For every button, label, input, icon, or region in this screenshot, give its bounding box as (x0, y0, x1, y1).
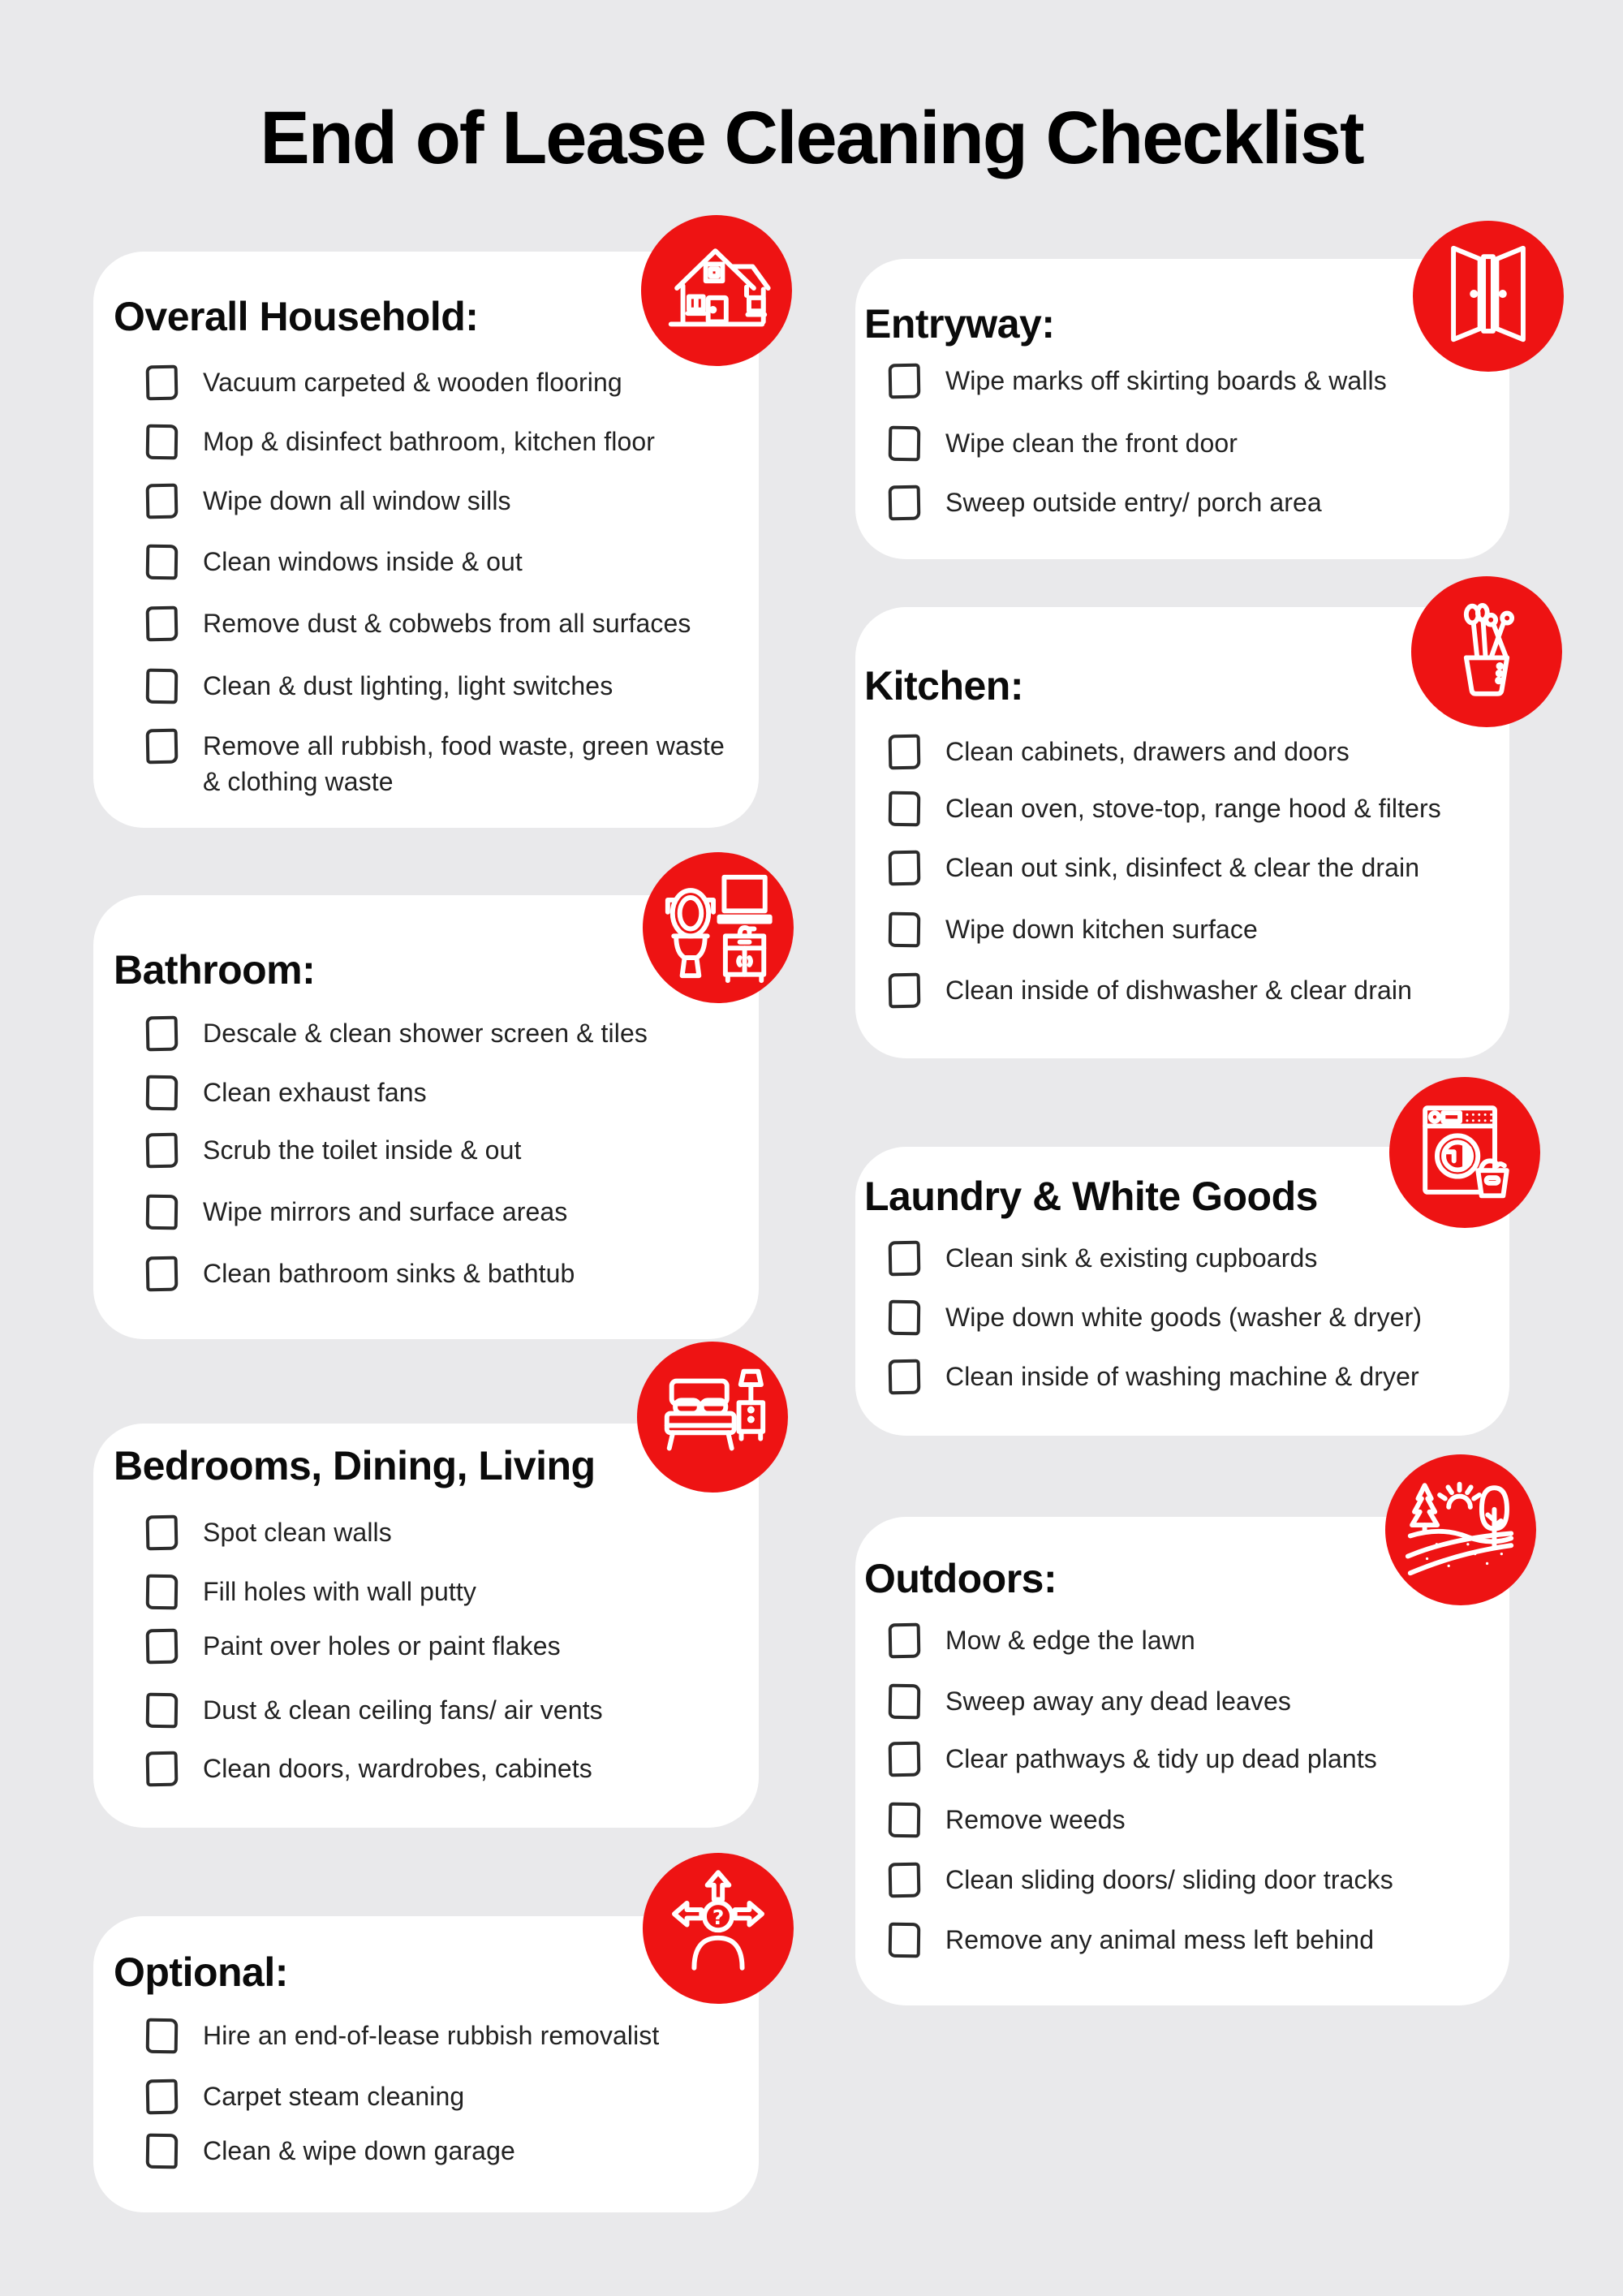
checklist-item-label: Paint over holes or paint flakes (203, 1631, 561, 1661)
checklist-row (889, 1742, 1523, 1777)
checklist-item-label: Clean windows inside & out (203, 547, 523, 576)
checklist-row (146, 2079, 743, 2114)
checklist-item-label: Wipe clean the front door (945, 429, 1238, 458)
checklist-item-label: Mop & disinfect bathroom, kitchen floor (203, 427, 656, 456)
item-checkbox[interactable] (889, 1742, 921, 1777)
item-checkbox[interactable] (889, 485, 921, 521)
item-checkbox[interactable] (889, 1803, 921, 1838)
section-heading-kitchen: Kitchen: (864, 663, 1023, 709)
checklist-item-label: Remove dust & cobwebs from all surfaces (203, 609, 691, 638)
section-icon-circle (637, 1342, 788, 1493)
section-icon-circle (1411, 576, 1562, 727)
checklist-row (889, 1923, 1523, 1958)
item-checkbox[interactable] (889, 1923, 921, 1958)
open-doors-icon (1428, 236, 1548, 356)
checklist-row (889, 851, 1523, 885)
item-checkbox[interactable] (146, 2018, 179, 2054)
item-checkbox[interactable] (889, 1241, 921, 1277)
checklist-row (146, 545, 743, 579)
checklist-item-label: Wipe down all window sills (203, 486, 511, 515)
checklist-row (889, 1684, 1523, 1719)
item-checkbox[interactable] (146, 1751, 179, 1787)
item-checkbox[interactable] (889, 364, 921, 399)
checklist-row (146, 2134, 743, 2169)
checklist-row (146, 1693, 743, 1728)
item-checkbox[interactable] (146, 1133, 179, 1169)
item-checkbox[interactable] (146, 606, 179, 642)
section-heading-overall-household: Overall Household: (114, 294, 479, 339)
checklist-item-label: Wipe marks off skirting boards & walls (945, 366, 1387, 395)
item-checkbox[interactable] (889, 973, 921, 1009)
item-checkbox[interactable] (146, 545, 179, 580)
checklist-item-label: Clean & dust lighting, light switches (203, 671, 613, 700)
checklist-row (889, 912, 1523, 947)
checklist-item-label: Mow & edge the lawn (945, 1626, 1195, 1655)
item-checkbox[interactable] (146, 1256, 179, 1292)
checklist-item-label: Clean inside of washing machine & dryer (945, 1362, 1419, 1391)
checklist-row (146, 365, 743, 400)
item-checkbox[interactable] (146, 484, 179, 519)
checklist-row (889, 364, 1523, 398)
item-checkbox[interactable] (146, 2079, 179, 2115)
checklist-row (146, 1016, 743, 1051)
section-icon-circle (1389, 1077, 1540, 1228)
house-icon (657, 230, 777, 351)
page-title: End of Lease Cleaning Checklist (260, 97, 1363, 179)
checklist-item-label: Sweep outside entry/ porch area (945, 488, 1322, 517)
item-checkbox[interactable] (889, 851, 921, 886)
item-checkbox[interactable] (889, 734, 921, 770)
checklist-row (889, 426, 1523, 461)
checklist-row (146, 606, 743, 641)
person-question-icon (658, 1868, 778, 1988)
checklist-item-label: Descale & clean shower screen & tiles (203, 1019, 648, 1048)
landscape-icon (1401, 1470, 1521, 1590)
item-checkbox[interactable] (146, 1515, 179, 1551)
item-checkbox[interactable] (889, 1300, 921, 1336)
checklist-item-label: Spot clean walls (203, 1518, 392, 1547)
section-icon-circle (1385, 1454, 1536, 1605)
section-heading-outdoors: Outdoors: (864, 1556, 1057, 1601)
checklist-item-label: Clean exhaust fans (203, 1078, 427, 1107)
washing-machine-icon (1405, 1092, 1525, 1213)
checklist-row (889, 485, 1523, 520)
checklist-item-label: Scrub the toilet inside & out (203, 1135, 522, 1165)
item-checkbox[interactable] (146, 1574, 179, 1610)
checklist-item-label: Clean cabinets, drawers and doors (945, 737, 1350, 766)
checklist-row (889, 973, 1523, 1008)
checklist-item-label: Hire an end-of-lease rubbish removalist (203, 2021, 660, 2050)
checklist-row (146, 1195, 743, 1230)
checklist-item-label: Clean bathroom sinks & bathtub (203, 1259, 575, 1288)
checklist-row (146, 1256, 743, 1291)
item-checkbox[interactable] (146, 669, 179, 704)
item-checkbox[interactable] (889, 791, 921, 827)
checklist-row (146, 729, 743, 799)
checklist-item-label: Clean doors, wardrobes, cabinets (203, 1754, 592, 1783)
checklist-row (146, 1075, 743, 1110)
section-heading-entryway: Entryway: (864, 301, 1055, 347)
checklist-row (889, 791, 1523, 826)
checklist-item-label: Wipe down white goods (washer & dryer) (945, 1303, 1423, 1332)
checklist-item-label: Clean oven, stove-top, range hood & filters (945, 794, 1441, 823)
checklist-item-label: Clean inside of dishwasher & clear drain (945, 976, 1412, 1005)
checklist-item-label: Clear pathways & tidy up dead plants (945, 1744, 1377, 1773)
item-checkbox[interactable] (146, 1195, 179, 1230)
section-heading-optional: Optional: (114, 1949, 288, 1995)
item-checkbox[interactable] (889, 1684, 921, 1720)
checklist-row (889, 734, 1523, 769)
checklist-row (889, 1359, 1523, 1394)
section-icon-circle (1413, 221, 1564, 372)
checklist-row (889, 1623, 1523, 1658)
item-checkbox[interactable] (889, 1863, 921, 1898)
checklist-item-label: Vacuum carpeted & wooden flooring (203, 368, 622, 397)
item-checkbox[interactable] (146, 1629, 179, 1665)
checklist-item-label: Remove all rubbish, food waste, green waste & clothing waste (203, 731, 725, 796)
section-heading-bathroom: Bathroom: (114, 947, 316, 993)
item-checkbox[interactable] (146, 729, 179, 765)
svg-text:?: ? (712, 1905, 725, 1929)
section-icon-circle (641, 215, 792, 366)
checklist-row (146, 1751, 743, 1786)
checklist-item-label: Carpet steam cleaning (203, 2082, 465, 2111)
checklist-item-label: Clean sink & existing cupboards (945, 1243, 1318, 1273)
bed-icon (652, 1357, 773, 1477)
checklist-item-label: Clean & wipe down garage (203, 2136, 515, 2165)
item-checkbox[interactable] (889, 1623, 921, 1659)
checklist-row (146, 2018, 743, 2053)
checklist-row (889, 1803, 1523, 1837)
toilet-vanity-icon (658, 868, 778, 988)
section-icon-circle (643, 852, 794, 1003)
checklist-item-label: Wipe down kitchen surface (945, 915, 1258, 944)
section-icon-circle (643, 1853, 794, 2004)
checklist-item-label: Dust & clean ceiling fans/ air vents (203, 1695, 603, 1725)
checklist-row (146, 1629, 743, 1664)
checklist-row (889, 1241, 1523, 1276)
checklist-row (889, 1863, 1523, 1898)
checklist-item-label: Fill holes with wall putty (203, 1577, 476, 1606)
kitchen-utensils-icon (1427, 592, 1547, 712)
checklist-row (889, 1300, 1523, 1335)
checklist-row (146, 1515, 743, 1550)
item-checkbox[interactable] (146, 365, 179, 401)
item-checkbox[interactable] (146, 424, 179, 460)
checklist-row (146, 1574, 743, 1609)
checklist-row (146, 1133, 743, 1168)
checklist-item-label: Remove weeds (945, 1805, 1126, 1834)
item-checkbox[interactable] (146, 2134, 179, 2169)
checklist-item-label: Sweep away any dead leaves (945, 1686, 1291, 1716)
item-checkbox[interactable] (146, 1693, 179, 1729)
checklist-row (146, 424, 743, 459)
item-checkbox[interactable] (889, 1359, 921, 1395)
item-checkbox[interactable] (146, 1016, 179, 1052)
checklist-row (146, 484, 743, 519)
section-heading-laundry: Laundry & White Goods (864, 1174, 1318, 1219)
item-checkbox[interactable] (889, 912, 921, 948)
checklist-item-label: Remove any animal mess left behind (945, 1925, 1375, 1954)
checklist-item-label: Clean sliding doors/ sliding door tracks (945, 1865, 1393, 1894)
checklist-item-label: Clean out sink, disinfect & clear the drain (945, 853, 1420, 882)
section-heading-bedrooms: Bedrooms, Dining, Living (114, 1443, 596, 1488)
checklist-row (146, 669, 743, 704)
item-checkbox[interactable] (146, 1075, 179, 1111)
item-checkbox[interactable] (889, 426, 921, 462)
checklist-item-label: Wipe mirrors and surface areas (203, 1197, 568, 1226)
